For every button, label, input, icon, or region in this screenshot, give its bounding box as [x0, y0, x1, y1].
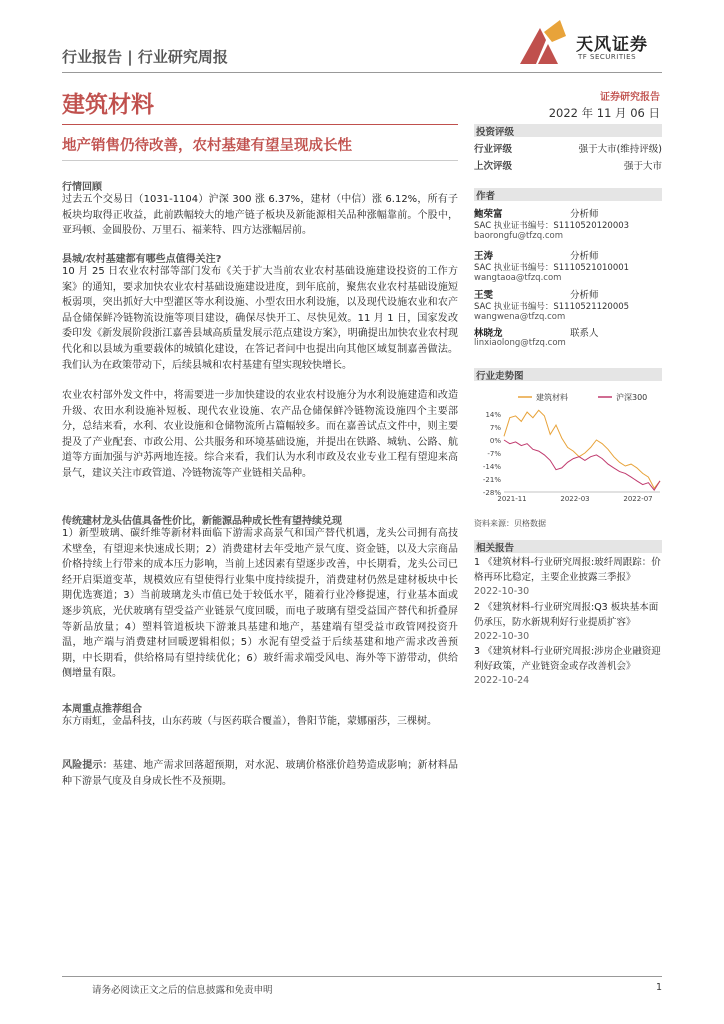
related-report-item[interactable] [474, 601, 664, 645]
analyst-name: 鲍荣富 [474, 209, 503, 220]
x-tick-label: 2022-03 [560, 495, 590, 503]
rating-label: 行业评级 [474, 144, 513, 155]
x-tick-label: 2021-11 [497, 495, 527, 503]
headline-divider [62, 160, 458, 161]
analyst-sac: SAC 执业证书编号：S1110521010001 [474, 263, 630, 273]
brand-name: 天风证券 [576, 35, 648, 55]
related-report-item[interactable] [474, 556, 664, 600]
disclaimer-notice[interactable]: 请务必阅读正文之后的信息披露和免责申明 [92, 985, 273, 996]
rating-header [474, 124, 662, 137]
y-tick-label: -21% [482, 476, 501, 484]
rating-value: 强于大市(维持评级) [578, 144, 662, 155]
footer-divider [62, 976, 662, 977]
related-report-date: 2022-10-30 [474, 586, 530, 597]
paragraph-1: 10 月 25 日农业农村部等部门发布《关于扩大当前农业农村基础设施建设投资的工作方案》的通知，要求加快农业农村基础设施建设进度，到年底前，聚焦农业农村基础设施短板弱项，突出抓好大中型灌区等水利设施、小型农田水利设施，以及现代设施农业和农产品仓储保鲜冷链物流设施等项目建设，确保尽快开工、尽快见效。11 月 1 日，国家发改委印发《新发展阶段浙江嘉善县域高质量发展示范点建设方案》，明确提出加快农业农村现代化和以县域为重要载体的城镇化建设，在答记者问中也提出向其他区域复制嘉善做法。我们认为在政策带动下，后续县城和农村基建有望实现较快增长。 [62, 266, 458, 371]
rating-title: 投资评级 [476, 127, 515, 138]
x-tick-label: 2022-07 [623, 495, 653, 503]
risk-label: 风险提示： [62, 760, 113, 771]
analyst-role: 分析师 [570, 290, 599, 301]
recommend-title: 本周重点推荐组合 [62, 704, 142, 715]
series-line [504, 410, 660, 488]
related-report-text: 3 《建筑材料-行业研究周报:涉房企业融资迎利好政策，产业链资金或存改善机会》 [474, 646, 661, 672]
legend-label: 沪深300 [616, 393, 648, 402]
analyst-email[interactable]: linxiaolong@tfzq.com [474, 338, 566, 348]
analyst-name: 王雯 [474, 290, 494, 301]
rating-row [474, 139, 662, 155]
question-title: 县城/农村基建都有哪些点值得关注? [62, 254, 222, 265]
analyst-email[interactable]: wangwena@tfzq.com [474, 312, 566, 322]
y-tick-label: 0% [489, 437, 501, 445]
related-report-item[interactable] [474, 645, 664, 689]
paragraph-3-title: 传统建材龙头估值具备性价比，新能源品种成长性有望持续兑现 [62, 516, 342, 527]
report-type: 行业报告 | 行业研究周报 [62, 48, 228, 66]
y-tick-label: -28% [482, 489, 501, 497]
review-text: 过去五个交易日（1031-1104）沪深 300 涨 6.37%，建材（中信）涨 6.12%，所有子板块均取得正收益，此前跌幅较大的地产链子板块及新能源相关品种涨幅靠前。个股中，亚玛顿、金圆股份、万里石、福莱特、四方达涨幅居前。 [62, 194, 458, 237]
risk-block [62, 758, 458, 789]
report-headline: 地产销售仍待改善，农村基建有望呈现成长性 [62, 138, 352, 154]
research-label: 证券研究报告 [600, 92, 660, 103]
paragraph-3: 1）新型玻璃、碳纤维等新材料面临下游需求高景气和国产替代机遇，龙头公司拥有高技术壁垒，有望迎来快速成长期；2）消费建材去年受地产景气度、资金链，以及大宗商品价格持续上行带来的成本压力影响，当前上述因素有望逐步改善，中长期看，龙头公司已经开启渠道变革，规模效应有望使得行业集中度持续提升，消费建材仍然是建材板块中长期优选赛道；3）当前玻璃龙头市值已处于较低水平，随着行业冷修提速，行业基本面或逐步筑底，光伏玻璃有望受益产业链景气度回暖，而电子玻璃有望受益国产替代和折叠屏等新品放量；4）塑料管道板块下游兼具基建和地产，基建端有望受益市政管网投资升温，地产端与消费建材回暖逻辑相似；5）水泥有望受益于后续基建和地产需求改善预期，中长期看，供给格局有望持续优化；6）玻纤需求端受风电、海外等下游带动，供给侧增量有限。 [62, 528, 458, 680]
brand-logo [514, 16, 694, 72]
related-report-text: 1 《建筑材料-行业研究周报:玻纤周跟踪：价格再环比稳定，主要企业披露三季报》 [474, 557, 661, 583]
authors-header [474, 188, 662, 201]
y-tick-label: -14% [482, 463, 501, 471]
y-tick-label: 7% [489, 424, 501, 432]
analyst-email[interactable]: baorongfu@tfzq.com [474, 231, 564, 241]
trend-title: 行业走势图 [476, 371, 524, 382]
chart-source: 资料来源：贝格数据 [474, 519, 546, 528]
analyst-sac: SAC 执业证书编号：S1110520120003 [474, 221, 630, 231]
related-title: 相关报告 [476, 543, 515, 554]
rating-label: 上次评级 [474, 161, 513, 172]
analyst-name: 林晓龙 [474, 328, 503, 339]
analyst-sac: SAC 执业证书编号：S1110521120005 [474, 302, 630, 312]
rating-row [474, 156, 662, 172]
header-divider [62, 72, 662, 73]
related-header [474, 540, 662, 553]
title-divider [62, 124, 458, 125]
brand-sub: TF SECURITIES [578, 53, 637, 61]
report-date: 2022 年 11 月 06 日 [548, 106, 660, 120]
trend-chart [474, 388, 664, 506]
tf-logo-icon [514, 18, 570, 68]
y-tick-label: -7% [487, 450, 501, 458]
sector-title: 建筑材料 [62, 92, 154, 118]
recommend-text: 东方雨虹，金晶科技，山东药玻（与医药联合覆盖），鲁阳节能，蒙娜丽莎，三棵树。 [62, 716, 437, 727]
related-report-date: 2022-10-24 [474, 675, 530, 686]
analyst-role: 分析师 [570, 209, 599, 220]
y-tick-label: 14% [485, 411, 501, 419]
analyst-name: 王涛 [474, 251, 494, 262]
trend-header [474, 368, 662, 381]
analyst-role: 联系人 [570, 328, 599, 339]
rating-value: 强于大市 [623, 161, 662, 172]
analyst-role: 分析师 [570, 251, 599, 262]
authors-title: 作者 [476, 191, 496, 202]
page-number: 1 [655, 982, 662, 993]
analyst-email[interactable]: wangtaoa@tfzq.com [474, 273, 562, 283]
risk-text: 基建、地产需求回落超预期，对水泥、玻璃价格涨价趋势造成影响；新材料品种下游景气度及自身成长性不及预期。 [62, 760, 459, 787]
review-title: 行情回顾 [62, 182, 102, 193]
paragraph-2: 农业农村部外发文件中，将需要进一步加快建设的农业农村设施分为水利设施建造和改造升级、农田水利设施补短板、现代农业设施、农产品仓储保鲜冷链物流设施四个主要部分，总结来看，水利、农业设施和仓储物流所占篇幅较多。而在嘉善试点文件中，则主要提及了产业配套、市政公用、公共服务和环境基础设施，并提出在铁路、城轨、公路、航道等方面加强与沪苏两地连接。综合来看，我们认为水利市政及农业专业工程有望迎来高景气，建议关注市政管道、冷链物流等产业链相关品种。 [62, 390, 458, 479]
related-report-date: 2022-10-30 [474, 631, 530, 642]
legend-label: 建筑材料 [536, 393, 568, 402]
series-line [504, 440, 660, 490]
related-report-text: 2 《建筑材料-行业研究周报:Q3 板块基本面仍承压，防水新规利好行业提质扩容》 [474, 602, 659, 628]
